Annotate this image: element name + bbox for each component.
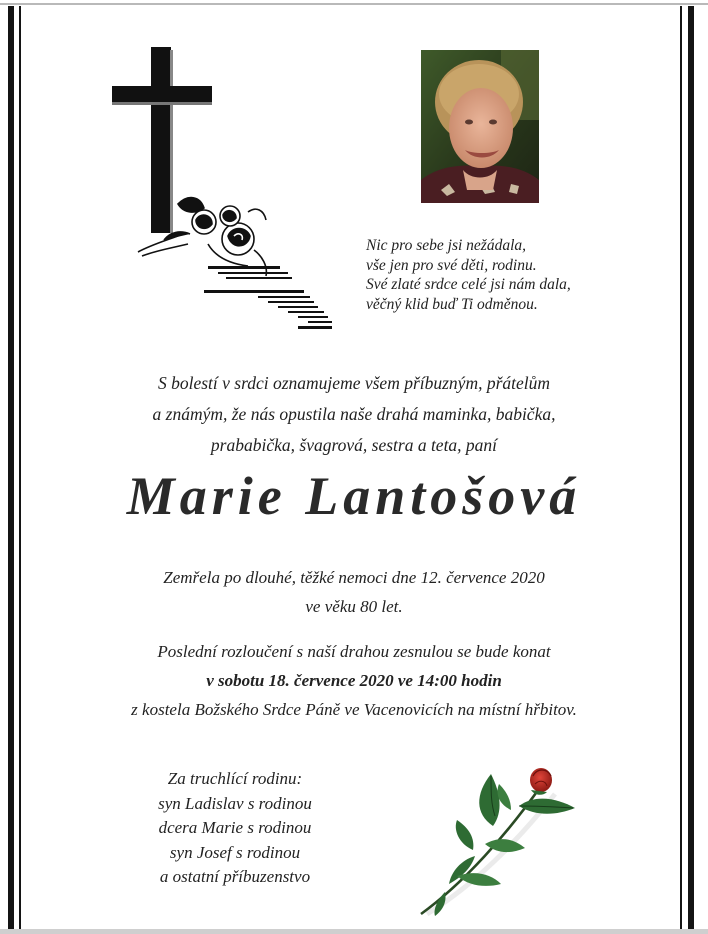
funeral-datetime: v sobotu 18. července 2020 ve 14:00 hodin <box>206 671 502 690</box>
red-rose-icon <box>415 764 580 922</box>
family-member: dcera Marie s rodinou <box>158 818 312 837</box>
announcement-line: a známým, že nás opustila naše drahá maminka, babička, <box>152 404 556 424</box>
family-heading: Za truchlící rodinu: <box>167 769 303 788</box>
funeral-location: z kostela Božského Srdce Páně ve Vacenovicích na místní hřbitov. <box>131 700 577 719</box>
poem-line: věčný klid buď Ti odměnou. <box>366 295 538 313</box>
family-signature <box>100 767 370 890</box>
death-info <box>60 563 648 621</box>
family-member: a ostatní příbuzenstvo <box>159 867 311 886</box>
announcement-line: prababička, švagrová, sestra a teta, paní <box>210 435 498 455</box>
portrait-photo <box>421 50 539 203</box>
right-border-thin <box>680 6 682 934</box>
death-date-line: Zemřela po dlouhé, těžké nemoci dne 12. července 2020 <box>163 568 545 587</box>
top-edge <box>0 3 708 5</box>
announcement-line: S bolestí v srdci oznamujeme všem příbuzným, přátelům <box>157 373 551 393</box>
deceased-name: Marie Lantošová <box>126 466 582 526</box>
left-border-thin <box>19 6 21 934</box>
bottom-edge <box>0 929 708 934</box>
poem <box>366 236 636 314</box>
left-border-thick <box>8 6 14 934</box>
cross-icon <box>108 44 338 334</box>
steps-icon <box>204 266 332 329</box>
announcement-text <box>60 368 648 461</box>
funeral-info <box>40 637 668 724</box>
family-member: syn Ladislav s rodinou <box>158 793 312 813</box>
funeral-intro-line: Poslední rozloučení s naší drahou zesnulou se bude konat <box>157 642 551 661</box>
family-member: syn Josef s rodinou <box>169 842 301 862</box>
poem-line: Své zlaté srdce celé jsi nám dala, <box>366 276 571 293</box>
poem-line: vše jen pro své děti, rodinu. <box>366 256 537 274</box>
right-border-thick <box>688 6 694 934</box>
poem-line: Nic pro sebe jsi nežádala, <box>366 237 527 254</box>
age-line: ve věku 80 let. <box>305 597 403 616</box>
